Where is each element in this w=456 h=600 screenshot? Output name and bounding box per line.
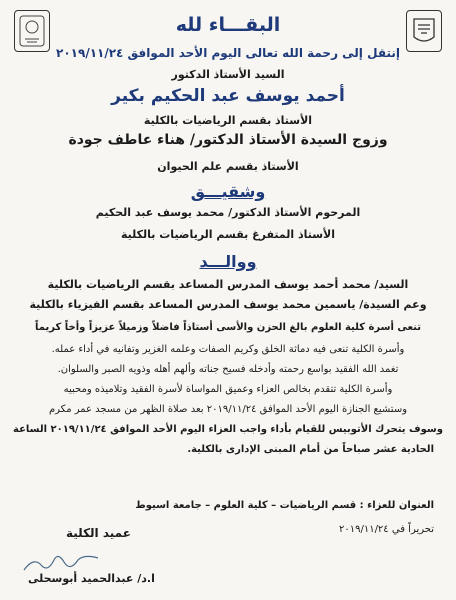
honorific: السيد الأستاذ الدكتور xyxy=(171,68,285,81)
issue-date: تحريراً في ٢٠١٩/١١/٢٤ xyxy=(338,524,434,535)
deceased-position: الأستاذ بقسم الرياضيات بالكلية xyxy=(143,114,313,127)
announcement: إنتقل إلى رحمة الله تعالى اليوم الأحد الموافق ٢٠١٩/١١/٢٤ xyxy=(56,46,400,60)
brother-position: الأستاذ المتفرغ بقسم الرياضيات بالكلية xyxy=(120,228,336,241)
brother-line: المرحوم الأستاذ الدكتور/ محمد يوسف عبد الحكيم xyxy=(95,206,361,219)
brother-heading: وشقيـــق xyxy=(190,182,266,201)
daughter-line: وعم السيدة/ ياسمين محمد يوسف المدرس المساعد بقسم الفيزياء بالكلية xyxy=(29,298,427,311)
condolence-address: العنوان للعزاء : قسم الرياضيات – كلية العلوم – جامعة اسيوط xyxy=(135,500,434,511)
father-heading: ووالـــد xyxy=(199,252,257,271)
spouse-line: وزوج السيدة الأستاذ الدكتور/ هناء عاطف جودة xyxy=(68,132,388,148)
body-paragraph-5: وستشيع الجنازة اليوم الأحد الموافق ٢٠١٩/١١/٢٤ بعد صلاة الظهر من مسجد عمر مكرم xyxy=(48,404,408,415)
deceased-name: أحمد يوسف عبد الحكيم بكير xyxy=(111,86,345,106)
body-paragraph-6: وسوف يتحرك الأتوبيس للقيام بأداء واجب العزاء اليوم الأحد الموافق ٢٠١٩/١١/٢٤ الساعة xyxy=(13,424,443,435)
spouse-position: الأستاذ بقسم علم الحيوان xyxy=(157,160,299,173)
body-paragraph-1: تنعى أسرة كلية العلوم بالغ الحزن والأسى أستاذاً فاضلاً وزميلاً عزيزاً وأخاً كريماً xyxy=(35,322,421,333)
signatory-name: ا.د/ عبدالحميد أبوسحلى xyxy=(28,572,155,585)
body-paragraph-2: وأسرة الكلية تنعى فيه دماثة الخلق وكريم الصفات وعلمه الغزير وتفانيه في أداء عمله. xyxy=(51,344,405,355)
body-paragraph-4: وأسرة الكلية تتقدم بخالص العزاء وعميق المواساة لأسرة الفقيد وتلاميذه ومحبيه xyxy=(63,384,393,395)
page-title: البقـــاء لله xyxy=(175,14,281,36)
body-paragraph-7: الحادية عشر صباحاً من أمام المبنى الإدارى بالكلية. xyxy=(187,444,434,455)
son-line: السيد/ محمد أحمد يوسف المدرس المساعد بقسم الرياضيات بالكلية xyxy=(47,278,409,291)
signatory-title: عميد الكلية xyxy=(66,526,131,540)
body-paragraph-3: تغمد الله الفقيد بواسع رحمته وأدخله فسيح جناته وألهم أهله وذويه الصبر والسلوان. xyxy=(57,364,399,375)
